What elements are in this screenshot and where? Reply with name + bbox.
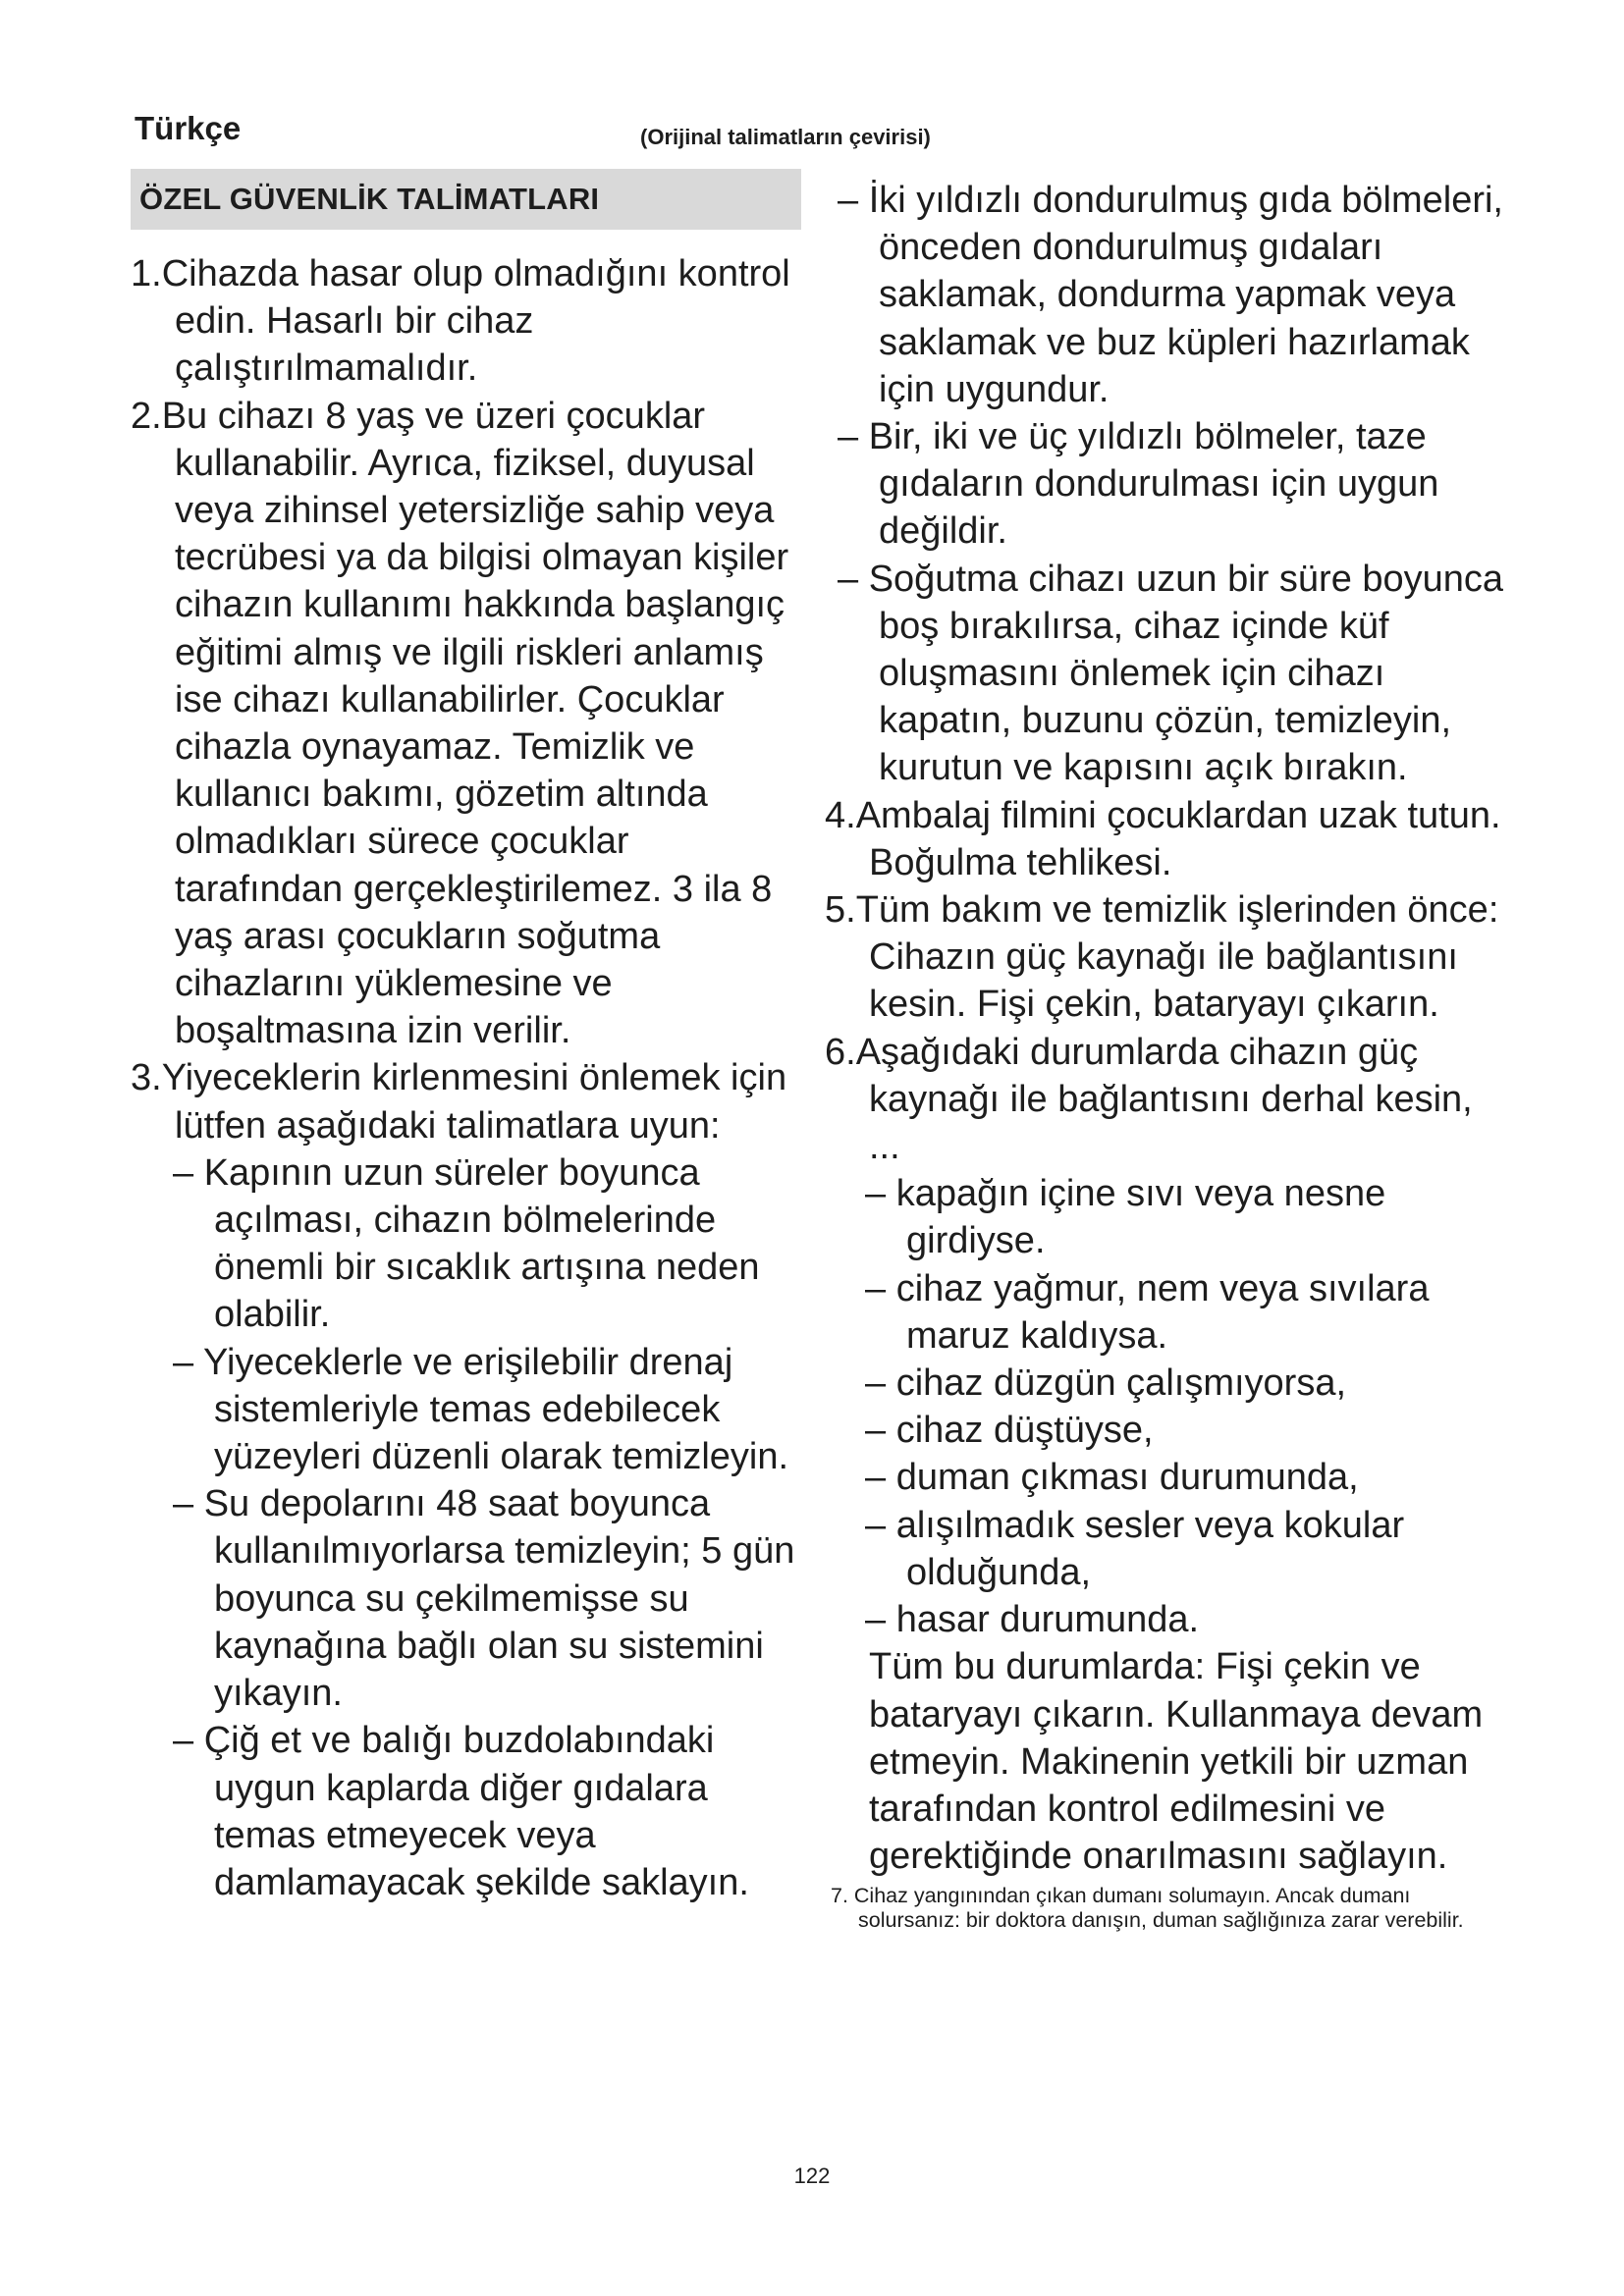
right-column (825, 177, 1512, 1933)
left-column (131, 169, 801, 1906)
instruction-6-note: Tüm bu durumlarda: Fişi çekin ve bataryayı çıkarın. Kullanmaya devam etmeyin. Makinenin yetkili bir uzman tarafından kontrol edilmesini ve gerektiğinde onarılmasını sağlayın. (869, 1646, 1484, 1878)
instruction-3: 3.Yiyeceklerin kirlenmesini önlemek için lütfen aşağıdaki talimatlara uyun: (131, 1057, 787, 1147)
instruction-6-sub-7: – hasar durumunda. (865, 1599, 1200, 1641)
instruction-1: 1.Cihazda hasar olup olmadığını kontrol edin. Hasarlı bir cihaz çalıştırılmamalıdır. (131, 253, 790, 390)
instruction-3-sub-7: – Soğutma cihazı uzun bir süre boyunca boş bırakılırsa, cihaz içinde küf oluşmasını önlemek için cihazı kapatın, buzunu çözün, temizleyin, kurutun ve kapısını açık bırakın. (838, 558, 1504, 789)
instruction-6-sub-5: – duman çıkması durumunda, (865, 1457, 1359, 1499)
instruction-3-sub-1: – Kapının uzun süreler boyunca açılması, cihazın bölmelerinde önemli bir sıcaklık artışına neden olabilir. (173, 1151, 760, 1336)
left-column-body (131, 250, 801, 1906)
language-label: Türkçe (135, 110, 242, 146)
instruction-6-sub-6: – alışılmadık sesler veya kokular olduğunda, (865, 1504, 1405, 1593)
page-number: 122 (793, 2163, 831, 2188)
translation-note: (Orijinal talimatların çevirisi) (640, 125, 931, 149)
instruction-3-sub-2: – Yiyeceklerle ve erişilebilir drenaj sistemleriyle temas edebilecek yüzeyleri düzenli olarak temizleyin. (173, 1341, 789, 1478)
instruction-3-sub-4: – Çiğ et ve balığı buzdolabındaki uygun kaplarda diğer gıdalara temas etmeyecek veya damlamayacak şekilde saklayın. (173, 1720, 749, 1903)
right-column-body (825, 177, 1512, 1880)
instruction-7: 7. Cihaz yangınından çıkan dumanı solumayın. Ancak dumanı solursanız: bir doktora danışın, duman sağlığınıza zarar verebilir. (831, 1884, 1464, 1933)
instruction-5: 5.Tüm bakım ve temizlik işlerinden önce: Cihazın güç kaynağı ile bağlantısını kesin. Fişi çekin, bataryayı çıkarın. (825, 889, 1499, 1026)
instruction-4: 4.Ambalaj filmini çocuklardan uzak tutun. Boğulma tehlikesi. (825, 794, 1501, 883)
instruction-3-sub-6: – Bir, iki ve üç yıldızlı bölmeler, taze gıdaların dondurulması için uygun değildir. (838, 416, 1439, 553)
instruction-6-sub-3: – cihaz düzgün çalışmıyorsa, (865, 1362, 1347, 1405)
instruction-3-sub-3: – Su depolarını 48 saat boyunca kullanılmıyorlarsa temizleyin; 5 gün boyunca su çekilmemişse su kaynağına bağlı olan su sistemini yıkayın. (173, 1483, 795, 1715)
instruction-6: 6.Aşağıdaki durumlarda cihazın güç kaynağı ile bağlantısını derhal kesin, ... (825, 1031, 1473, 1168)
instruction-6-sub-2: – cihaz yağmur, nem veya sıvılara maruz kaldıysa. (865, 1267, 1430, 1357)
section-title: ÖZEL GÜVENLİK TALİMATLARI (131, 169, 801, 230)
instruction-6-sub-4: – cihaz düştüyse, (865, 1410, 1154, 1452)
instruction-6-sub-1: – kapağın içine sıvı veya nesne girdiyse. (865, 1173, 1386, 1262)
instruction-3-sub-5: – İki yıldızlı dondurulmuş gıda bölmeleri, önceden dondurulmuş gıdaları saklamak, dondurma yapmak veya saklamak ve buz küpleri hazırlamak için uygundur. (838, 180, 1503, 410)
instruction-2: 2.Bu cihazı 8 yaş ve üzeri çocuklar kullanabilir. Ayrıca, fiziksel, duyusal veya zihinsel yetersizliğe sahip veya tecrübesi ya da bilgisi olmayan kişiler cihazın kullanımı hakkında başlangıç eğitimi almış ve ilgili riskleri anlamış ise cihazı kullanabilirler. Çocuklar cihazla oynayamaz. Temizlik ve kullanıcı bakımı, gözetim altında olmadıkları sürece çocuklar tarafından gerçekleştirilemez. 3 ila 8 yaş arası çocukların soğutma cihazlarını yüklemesine ve boşaltmasına izin verilir. (131, 395, 789, 1052)
